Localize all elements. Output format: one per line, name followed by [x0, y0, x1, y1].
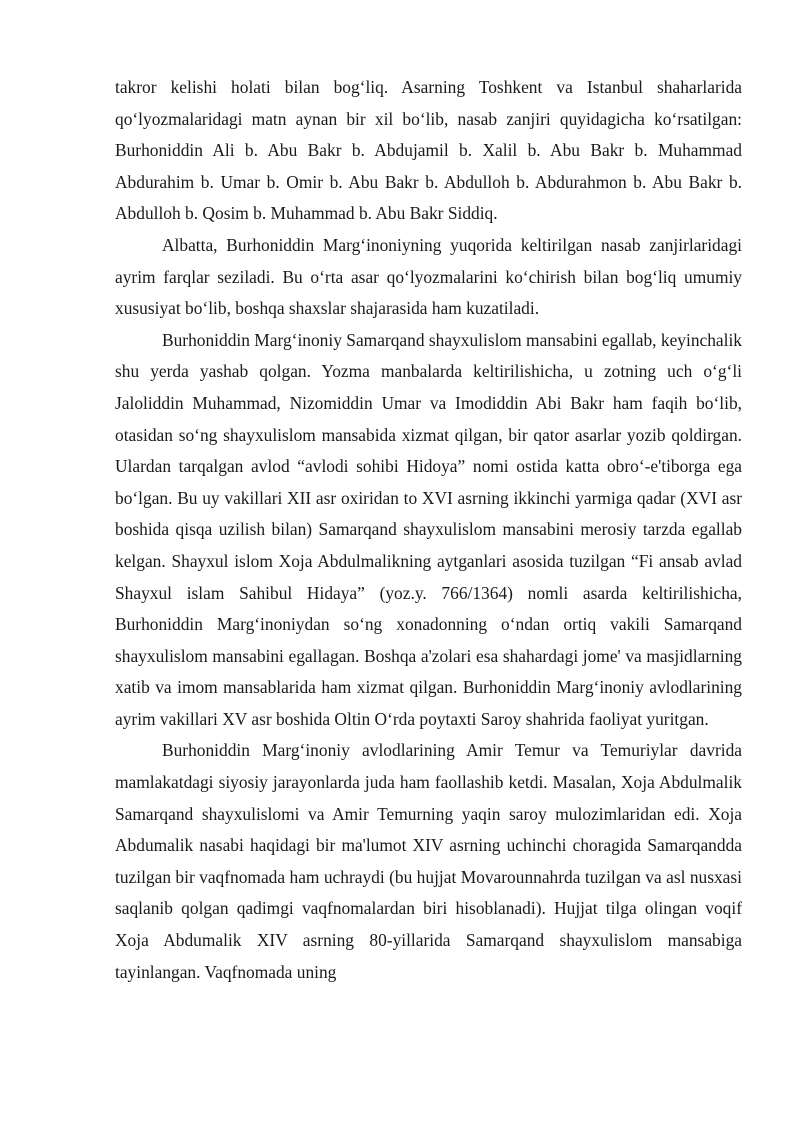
paragraph-3: Burhoniddin Marg‘inoniy Samarqand shayxulislom mansabini egallab, keyinchalik shu yerda yashab qolgan. Yozma manbalarda keltirilishicha, u zotning uch o‘g‘li Jaloliddin Muhammad, Nizomiddin Umar va Imodiddin Abi Bakr ham faqih bo‘lib, otasidan so‘ng shayxulislom mansabida xizmat qilgan, bir qator asarlar yozib qoldirgan. Ulardan tarqalgan avlod “avlodi sohibi Hidoya” nomi ostida katta obro‘-e'tiborga ega bo‘lgan. Bu uy vakillari XII asr oxiridan to XVI asrning ikkinchi yarmiga qadar (XVI asr boshida qisqa uzilish bilan) Samarqand shayxulislom mansabini merosiy tarzda egallab kelgan. Shayxul islom Xoja Abdulmalikning aytganlari asosida tuzilgan “Fi ansab avlad Shayxul islam Sahibul Hidaya” (yoz.y. 766/1364) nomli asarda keltirilishicha, Burhoniddin Marg‘inoniydan so‘ng xonadonning o‘ndan ortiq vakili Samarqand shayxulislom mansabini egallagan. Boshqa a'zolari esa shahardagi jome' va masjidlarning xatib va imom mansablarida ham xizmat qilgan. Burhoniddin Marg‘inoniy avlodlarining ayrim vakillari XV asr boshida Oltin O‘rda poytaxti Saroy shahrida faoliyat yuritgan.	[115, 329, 742, 729]
paragraph-4: Burhoniddin Marg‘inoniy avlodlarining Amir Temur va Temuriylar davrida mamlakatdagi siyosiy jarayonlarda juda ham faollashib ketdi. Masalan, Xoja Abdulmalik Samarqand shayxulislomi va Amir Temurning yaqin saroy mulozimlaridan edi. Xoja Abdumalik nasabi haqidagi bir ma'lumot XIV asrning uchinchi choragida Samarqandda tuzilgan bir vaqfnomada ham uchraydi (bu hujjat Movarounnahrda tuzilgan va asl nusxasi saqlanib qolgan qadimgi vaqfnomalardan biri hisoblanadi). Hujjat tilga olingan voqif Xoja Abdumalik XIV asrning 80-yillarida Samarqand shayxulislom mansabiga tayinlangan. Vaqfnomada uning	[115, 740, 742, 982]
body-text	[115, 72, 742, 988]
paragraph-2: Albatta, Burhoniddin Marg‘inoniyning yuqorida keltirilgan nasab zanjirlaridagi ayrim farqlar seziladi. Bu o‘rta asar qo‘lyozmalarini ko‘chirish bilan bog‘liq umumiy xususiyat bo‘lib, boshqa shaxslar shajarasida ham kuzatiladi.	[115, 234, 742, 319]
paragraph-1: takror kelishi holati bilan bog‘liq. Asarning Toshkent va Istanbul shaharlarida qo‘lyozmalaridagi matn aynan bir xil bo‘lib, nasab zanjiri quyidagicha ko‘rsatilgan: Burhoniddin Ali b. Abu Bakr b. Abdujamil b. Xalil b. Abu Bakr b. Muhammad Abdurahim b. Umar b. Omir b. Abu Bakr b. Abdulloh b. Abdurahmon b. Abu Bakr b. Abdulloh b. Qosim b. Muhammad b. Abu Bakr Siddiq.	[115, 77, 742, 224]
